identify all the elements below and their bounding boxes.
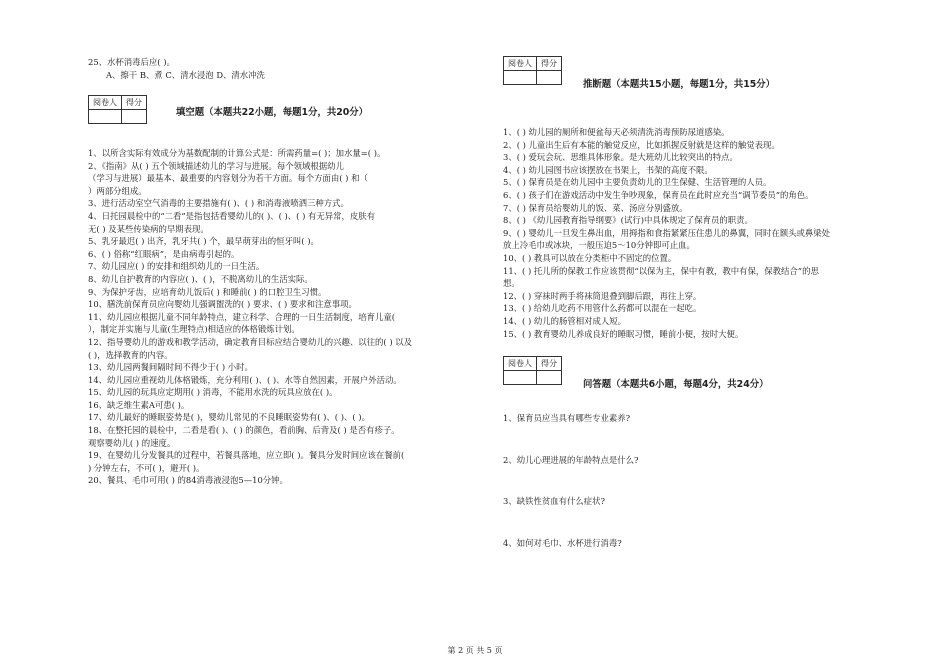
fill-blank-line: 20、餐具、毛巾可用( ) 的84消毒液浸泡5—10分钟。 [88, 475, 288, 486]
judgment-line: 8、( ) 《幼儿园教育指导纲要》(试行)中具体规定了保育员的职责。 [503, 215, 753, 226]
fill-blank-line: ）两部分组成。 [88, 185, 147, 196]
judgment-line: 6、( ) 孩子们在游戏活动中发生争吵现象，保育员在此时应充当“调节委员”的角色。 [503, 189, 814, 200]
fill-blank-line: 4、日托园晨检中的“二看”是指包括看婴幼儿的( )、( )、( ) 有无异常，皮肤有 [88, 210, 376, 221]
grader-label: 阅卷人 [89, 96, 122, 110]
fill-blank-line: 13、幼儿园两餐间隔时间不得少于( ) 小时。 [88, 362, 253, 373]
judgment-list [503, 126, 898, 340]
qa-question: 2、幼儿心理进展的年龄特点是什么? [503, 454, 639, 465]
fill-blank-line: 3、进行活动室空气消毒的主要措施有( )、( ) 和消毒液喷洒三种方式。 [88, 198, 349, 209]
fill-blank-list [88, 147, 483, 487]
fill-blank-line: 2、《指南》从( ) 五个领域描述幼儿的学习与进展。每个领域根据幼儿 [88, 160, 344, 171]
judgment-line: 想。 [503, 278, 520, 289]
fill-blank-line: ( )，选择教育的内容。 [88, 349, 173, 360]
fill-blank-line: 5、乳牙最迟( ) 出齐，乳牙共( ) 个，最早萌芽出的恒牙叫( )。 [88, 236, 319, 247]
grader-cell [504, 71, 537, 85]
judgment-section-header [503, 56, 898, 96]
fill-blank-line: 无( ) 及某些传染病的早期表现。 [88, 223, 209, 234]
fill-blank-line: 7、幼儿园应( ) 的安排和组织幼儿的一日生活。 [88, 261, 265, 272]
judgment-line: 1、( ) 幼儿园的厕所和便盆每天必须清洗消毒预防尿道感染。 [503, 127, 730, 137]
right-column [503, 56, 898, 578]
score-cell [537, 371, 562, 385]
judgment-line: 放上冷毛巾或冰块，一般压迫5～10分钟即可止血。 [503, 240, 695, 251]
fill-blank-line: （学习与进展）最基本、最重要的内容划分为若干方面。每个方面由( ) 和（ [88, 173, 368, 184]
page-footer: 第 2 页 共 5 页 [447, 646, 503, 655]
score-cell [537, 71, 562, 85]
fill-blank-line: ），制定并实施与儿童(生理特点)相适应的体格锻炼计划。 [88, 324, 300, 335]
left-column [88, 56, 483, 487]
score-table [503, 356, 562, 385]
fill-blank-line: ) 分钟左右，不可( )，避开( )。 [88, 462, 205, 473]
fill-blank-line: 12、指导婴幼儿的游戏和教学活动，确定教育目标应结合婴幼儿的兴趣、以往的( ) 以及 [88, 336, 413, 347]
judgment-line: 3、( ) 爱玩会玩、思维具体形象。是大班幼儿比较突出的特点。 [503, 152, 738, 163]
fill-blank-line: 15、幼儿园的玩具应定期用( ) 消毒，不能用水洗的玩具应放在( )。 [88, 387, 338, 398]
score-table [88, 95, 147, 124]
fill-blank-line: 11、幼儿园应根据儿童不同年龄特点，建立科学、合理的一日生活制度，培育儿童( [88, 311, 396, 322]
fill-blank-line: 16、缺乏维生素A可患( )。 [88, 399, 190, 410]
judgment-line: 11、( ) 托儿所的保教工作应该贯彻“以保为主，保中有教，教中有保，保教结合”的思 [503, 265, 819, 276]
qa-title: 问答题（本题共6小题，每题4分，共24分） [583, 379, 769, 391]
fill-blank-line: 6、( ) 俗称“红眼病”，是由病毒引起的。 [88, 248, 240, 259]
fill-blank-line: 观察婴幼儿( ) 的速度。 [88, 437, 176, 448]
judgment-line: 9、( ) 婴幼儿一旦发生鼻出血，用拇指和食指紧紧压住患儿的鼻翼，同时在额头或鼻梁处 [503, 227, 831, 238]
grader-cell [504, 371, 537, 385]
judgment-line: 13、( ) 给幼儿吃药不用管什么药都可以混在一起吃。 [503, 303, 702, 314]
qa-list [503, 412, 898, 549]
score-cell [122, 110, 147, 124]
qa-section-header [503, 356, 898, 390]
grader-cell [89, 110, 122, 124]
score-label: 得分 [122, 96, 147, 110]
judgment-line: 5、( ) 保育员是在幼儿园中主要负责幼儿的卫生保健、生活管理的人员。 [503, 177, 772, 188]
judgment-line: 4、( ) 幼儿园图书应该摆放在书架上，书架的高度不限。 [503, 164, 713, 175]
judgment-line: 7、( ) 保育员给婴幼儿的饭、菜、汤应分别盛放。 [503, 202, 688, 213]
question-25-options: A、擦干 B、煮 C、清水浸泡 D、清水冲洗 [106, 69, 265, 80]
fill-blank-line: 18、在整托园的晨检中，二看是看( )、( ) 的颜色，看前胸、后背及( ) 是否有疹子。 [88, 425, 400, 436]
qa-question: 3、缺铁性贫血有什么症状? [503, 496, 605, 507]
grader-label: 阅卷人 [504, 357, 537, 371]
fill-blank-line: 9、为保护牙齿，应培育幼儿饭后( ) 和睡前( ) 的口腔卫生习惯。 [88, 286, 327, 297]
judgment-line: 14、( ) 幼儿的肠管相对成人短。 [503, 315, 627, 326]
judgment-line: 15、( ) 教育婴幼儿养成良好的睡眠习惯，睡前小便，按时大便。 [503, 328, 744, 339]
judgment-line: 10、( ) 教具可以放在分类柜中不固定的位置。 [503, 252, 677, 263]
fill-blank-title: 填空题（本题共22小题，每题1分，共20分） [176, 107, 368, 118]
grader-label: 阅卷人 [504, 57, 537, 71]
fill-blank-line: 10、膳洗前保育员应向婴幼儿强调盥洗的( ) 要求、( ) 要求和注意事项。 [88, 299, 357, 310]
qa-question: 4、如何对毛巾、水杯进行消毒? [503, 537, 622, 548]
fill-blank-line: 14、幼儿园应重视幼儿体格锻炼，充分利用( )、( )、水等自然因素，开展户外活动。 [88, 374, 402, 385]
fill-blank-line: 1、以所含实际有效成分为基数配制的计算公式是：所需药量=( )；加水量=( )。 [88, 148, 386, 158]
fill-blank-line: 19、在婴幼儿分发餐具的过程中，若餐具落地，应立即( )。餐具分发时间应该在餐前( [88, 450, 405, 461]
score-table [503, 56, 562, 85]
fill-blank-line: 8、幼儿自护教育的内容应( )、( )，不脱离幼儿的生活实际。 [88, 273, 313, 284]
score-label: 得分 [537, 57, 562, 71]
qa-question: 1、保育员应当具有哪些专业素养? [503, 413, 631, 424]
fill-blank-line: 17、幼儿最好的睡眠姿势是( )，婴幼儿常见的不良睡眠姿势有( )、( )、( )。 [88, 412, 370, 423]
score-label: 得分 [537, 357, 562, 371]
judgment-line: 2、( ) 儿童出生后有本能的触觉反应，比如抓握反射就是这样的触觉表现。 [503, 139, 780, 150]
question-25: 25、水杯消毒后应( )。 [88, 57, 175, 67]
judgment-title: 推断题（本题共15小题，每题1分，共15分） [583, 79, 775, 90]
judgment-line: 12、( ) 穿袜时两手将袜筒退叠到脚后跟，再往上穿。 [503, 290, 702, 301]
fill-blank-section-header [88, 95, 483, 129]
